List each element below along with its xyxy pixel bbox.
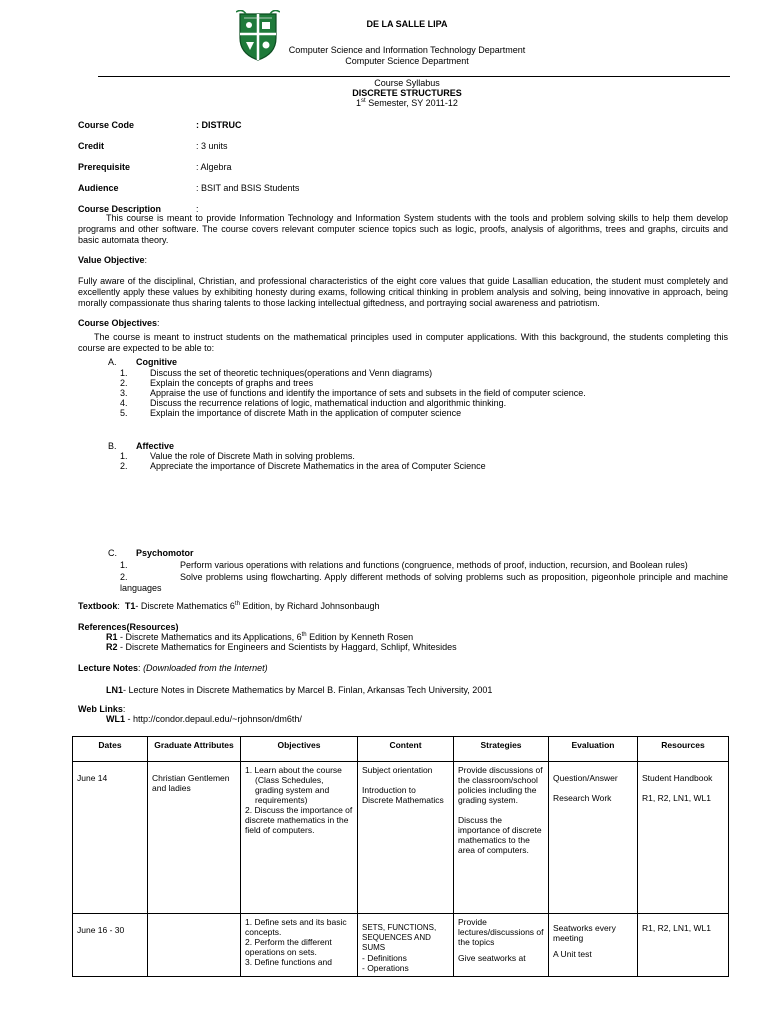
cognitive-item: Discuss the set of theoretic techniques(operations and Venn diagrams) (150, 368, 433, 378)
psychomotor-title: Psychomotor (136, 548, 194, 558)
course-description-colon: : (196, 204, 199, 214)
prerequisite-label: Prerequisite (78, 162, 131, 172)
cell-resources: Student Handbook R1, R2, LN1, WL1 (638, 762, 729, 914)
cognitive-item: Explain the importance of discrete Math in the application of computer science (150, 408, 462, 418)
reference-r2: R2 - Discrete Mathematics for Engineers and Scientists by Haggard, Schlipf, Whitesides (106, 642, 457, 652)
psychomotor-letter: C. (108, 548, 117, 558)
column-header-evaluation: Evaluation (549, 737, 638, 762)
semester-line: 1st Semester, SY 2011-12 (356, 98, 458, 108)
department-line-2: Computer Science Department (345, 56, 469, 66)
affective-num-2: 2. (120, 461, 128, 471)
column-header-resources: Resources (638, 737, 729, 762)
cell-objectives: 1. Learn about the course (Class Schedules, grading system and requirements) 2. Discuss the importance of discrete mathematics in the field of computers. (241, 762, 358, 914)
cell-evaluation: Seatworks every meeting A Unit test (549, 914, 638, 977)
cell-date: June 16 - 30 (73, 914, 148, 977)
web-links-heading: Web Links: (78, 704, 126, 714)
document-type: Course Syllabus (374, 78, 440, 88)
table-row (73, 762, 729, 914)
school-name: DE LA SALLE LIPA (366, 19, 448, 29)
column-header-strategies: Strategies (454, 737, 549, 762)
references-label: References(Resources) (78, 622, 179, 632)
affective-title: Affective (136, 441, 175, 451)
course-objectives-intro: The course is meant to instruct students on the mathematical principles used in computer applications. With this background, the students completing this course are expected to be able to: (78, 332, 728, 353)
reference-r1: R1 - Discrete Mathematics and its Applications, 6th Edition by Kenneth Rosen (106, 632, 414, 642)
cognitive-num-3: 3. (120, 388, 128, 398)
column-header-content: Content (358, 737, 454, 762)
department-line-1: Computer Science and Information Technology Department (288, 45, 526, 55)
audience-label: Audience (78, 183, 119, 193)
affective-letter: B. (108, 441, 117, 451)
psychomotor-num-2: 2. (120, 572, 128, 582)
column-header-objectives: Objectives (241, 737, 358, 762)
web-link-wl1[interactable]: WL1 - http://condor.depaul.edu/~rjohnson/dm6th/ (106, 714, 302, 724)
textbook-line: Textbook: T1- Discrete Mathematics 6th Edition, by Richard Johnsonbaugh (78, 601, 380, 611)
schedule-table (72, 736, 729, 977)
course-description-label: Course Description (78, 204, 162, 214)
affective-item: Appreciate the importance of Discrete Mathematics in the area of Computer Science (150, 461, 486, 471)
value-objective-text: Fully aware of the disciplinal, Christian, and professional characteristics of the eight core values that guide Lasallian education, the student must completely and excellently apply these values by exhibiting honesty during exams, following critical thinking in problem analysis and solving, being innovative in approach, being morally compassionate thus sharing talents to those lacking intellectual giftedness, and portraying social awareness and patriotism. (78, 276, 728, 308)
credit-label: Credit (78, 141, 105, 151)
table-row (73, 914, 729, 977)
cognitive-item: Explain the concepts of graphs and trees (150, 378, 314, 388)
cognitive-num-5: 5. (120, 408, 128, 418)
column-header-graduate-attributes: Graduate Attributes (148, 737, 241, 762)
cognitive-item: Discuss the recurrence relations of logic, mathematical induction and algorithmic thinking. (150, 398, 507, 408)
table-header-row (73, 737, 729, 762)
lecture-notes-ln1: LN1- Lecture Notes in Discrete Mathematics by Marcel B. Finlan, Arkansas Tech University, 2001 (106, 685, 493, 695)
affective-item: Value the role of Discrete Math in solving problems. (150, 451, 355, 461)
cell-strategies: Provide lectures/discussions of the topics Give seatworks at (454, 914, 549, 977)
cell-resources: R1, R2, LN1, WL1 (638, 914, 729, 977)
header-divider (98, 76, 730, 77)
psychomotor-item: Solve problems using flowcharting. Apply different methods of solving problems such as proposition, pigeonhole principle and machine languages (120, 572, 728, 593)
cell-strategies: Provide discussions of the classroom/school policies including the grading system. Discuss the importance of discrete mathematics to the area of computers. (454, 762, 549, 914)
cell-date: June 14 (73, 762, 148, 914)
cognitive-item: Appraise the use of functions and identify the importance of sets and subsets in the field of computer science. (150, 388, 586, 398)
credit-value: : 3 units (196, 141, 228, 151)
cell-objectives: 1. Define sets and its basic concepts. 2. Perform the different operations on sets. 3. Define functions and (241, 914, 358, 977)
prerequisite-value: : Algebra (196, 162, 232, 172)
cell-evaluation: Question/Answer Research Work (549, 762, 638, 914)
lecture-notes-heading: Lecture Notes: (Downloaded from the Internet) (78, 663, 268, 673)
course-objectives-heading: Course Objectives: (78, 318, 160, 328)
psychomotor-item: Perform various operations with relations and functions (congruence, methods of proof, induction, recursion, and Boolean rules) (180, 560, 688, 570)
course-description-text: This course is meant to provide Information Technology and Information System students with the tools and problem solving skills to help them develop programs and other software. The course covers relevant computer science topics such as logic, proofs, analysis of algorithms, trees and graphs, circuits and basic automata theory. (78, 213, 728, 245)
cognitive-num-4: 4. (120, 398, 128, 408)
affective-num-1: 1. (120, 451, 128, 461)
cell-content: Subject orientation Introduction to Discrete Mathematics (358, 762, 454, 914)
column-header-dates: Dates (73, 737, 148, 762)
course-title: DISCRETE STRUCTURES (352, 88, 462, 98)
course-code-label: Course Code (78, 120, 135, 130)
cell-attributes: Christian Gentlemen and ladies (148, 762, 241, 914)
course-code-value: : DISTRUC (196, 120, 242, 130)
cell-attributes (148, 914, 241, 977)
cell-content: SETS, FUNCTIONS, SEQUENCES AND SUMS - Definitions - Operations (358, 914, 454, 977)
cognitive-num-2: 2. (120, 378, 128, 388)
cognitive-num-1: 1. (120, 368, 128, 378)
audience-value: : BSIT and BSIS Students (196, 183, 300, 193)
cognitive-title: Cognitive (136, 357, 178, 367)
cognitive-letter: A. (108, 357, 117, 367)
value-objective-heading: Value Objective: (78, 255, 148, 265)
psychomotor-num-1: 1. (120, 560, 128, 570)
